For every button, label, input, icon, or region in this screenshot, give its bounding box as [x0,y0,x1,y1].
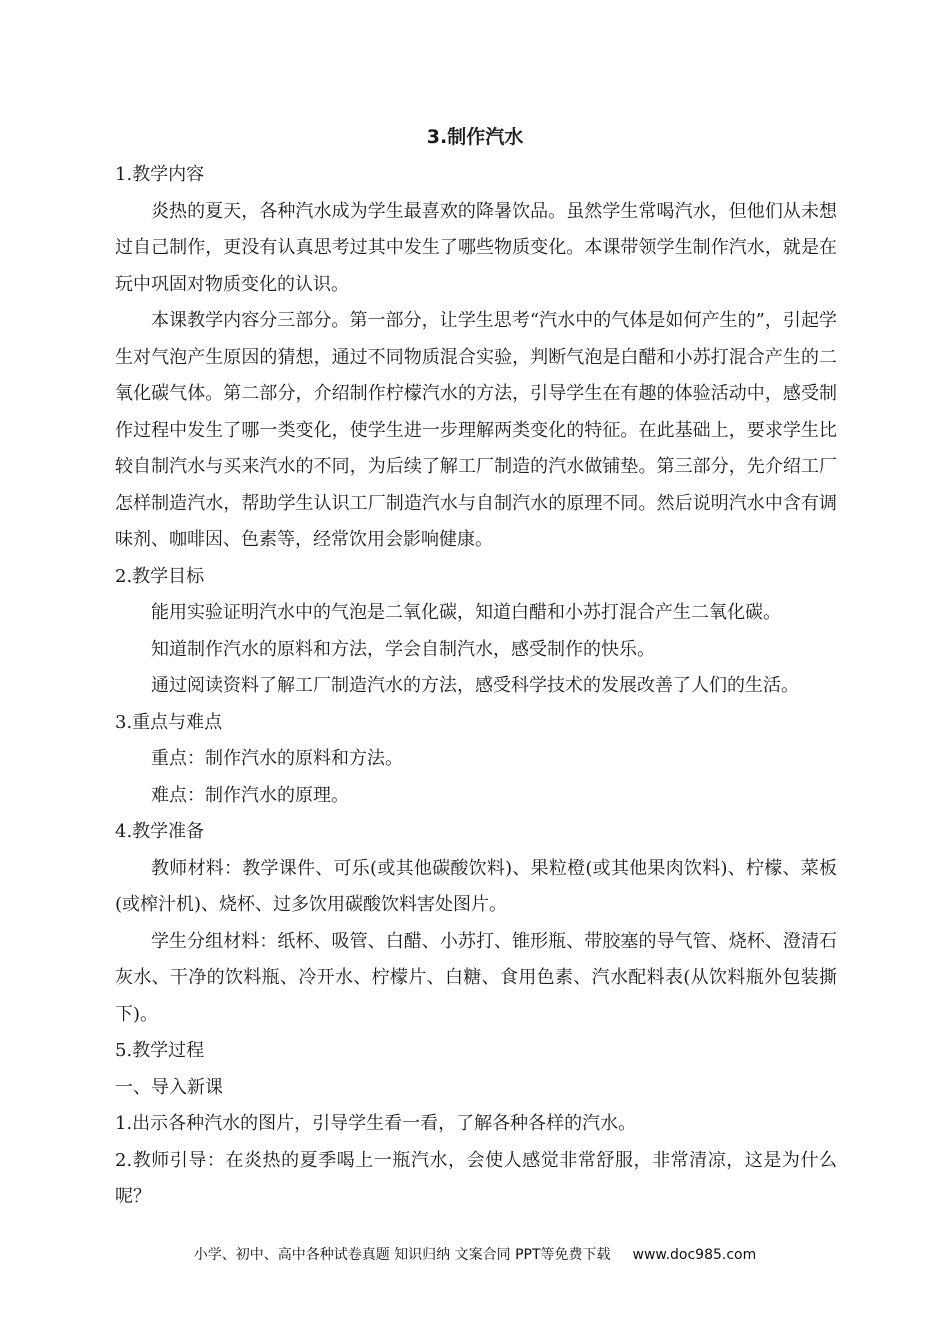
section-heading: 1.出示各种汽水的图片，引导学生看一看，了解各种各样的汽水。 [115,1113,637,1134]
section-heading: 2.教学目标 [115,565,205,587]
footer-text: 小学、初中、高中各种试卷真题 知识归纳 文案合同 PPT等免费下载 [193,1247,611,1263]
body-paragraph: 学生分组材料：纸杯、吸管、白醋、小苏打、锥形瓶、带胶塞的导气管、烧杯、澄清石灰水、干净的饮料瓶、冷开水、柠檬片、白糖、食用色素、汽水配料表(从饮料瓶外包装撕下)。 [115,930,837,1025]
body-paragraph: 能用实验证明汽水中的气泡是二氧化碳，知道白醋和小苏打混合产生二氧化碳。 [151,602,781,623]
page-footer [0,1244,950,1266]
page-title: 3.制作汽水 [426,126,524,148]
body-paragraph: 难点：制作汽水的原理。 [151,784,349,806]
section-heading: 3.重点与难点 [115,711,223,733]
document-body [115,157,837,1216]
body-paragraph: 教师材料：教学课件、可乐(或其他碳酸饮料)、果粒橙(或其他果肉饮料)、柠檬、菜板(或榨汁机)、烧杯、过多饮用碳酸饮料害处图片。 [115,857,837,915]
section-heading: 5.教学过程 [115,1040,205,1061]
footer-url[interactable]: www.doc985.com [632,1247,757,1263]
body-paragraph: 炎热的夏天，各种汽水成为学生最喜欢的降暑饮品。虽然学生常喝汽水，但他们从未想过自己制作，更没有认真思考过其中发生了哪些物质变化。本课带领学生制作汽水，就是在玩中巩固对物质变化的认识。 [115,200,837,295]
body-paragraph: 本课教学内容分三部分。第一部分，让学生思考“汽水中的气体是如何产生的”，引起学生对气泡产生原因的猜想，通过不同物质混合实验，判断气泡是白醋和小苏打混合产生的二氧化碳气体。第二部分，介绍制作柠檬汽水的方法，引导学生在有趣的体验活动中，感受制作过程中发生了哪一类变化，使学生进一步理解两类变化的特征。在此基础上，要求学生比较自制汽水与买来汽水的不同，为后续了解工厂制造的汽水做铺垫。第三部分，先介绍工厂怎样制造汽水，帮助学生认识工厂制造汽水与自制汽水的原理不同。然后说明汽水中含有调味剂、咖啡因、色素等，经常饮用会影响健康。 [115,310,837,550]
section-heading: 1.教学内容 [115,164,205,185]
body-paragraph: 通过阅读资料了解工厂制造汽水的方法，感受科学技术的发展改善了人们的生活。 [151,675,799,696]
body-paragraph: 知道制作汽水的原料和方法，学会自制汽水，感受制作的快乐。 [151,638,655,660]
body-paragraph: 重点：制作汽水的原料和方法。 [151,748,403,769]
section-heading: 2.教师引导：在炎热的夏季喝上一瓶汽水，会使人感觉非常舒服，非常清凉，这是为什么呢？ [115,1149,837,1207]
section-heading: 4.教学准备 [115,821,205,842]
section-heading: 一、导入新课 [115,1076,223,1098]
